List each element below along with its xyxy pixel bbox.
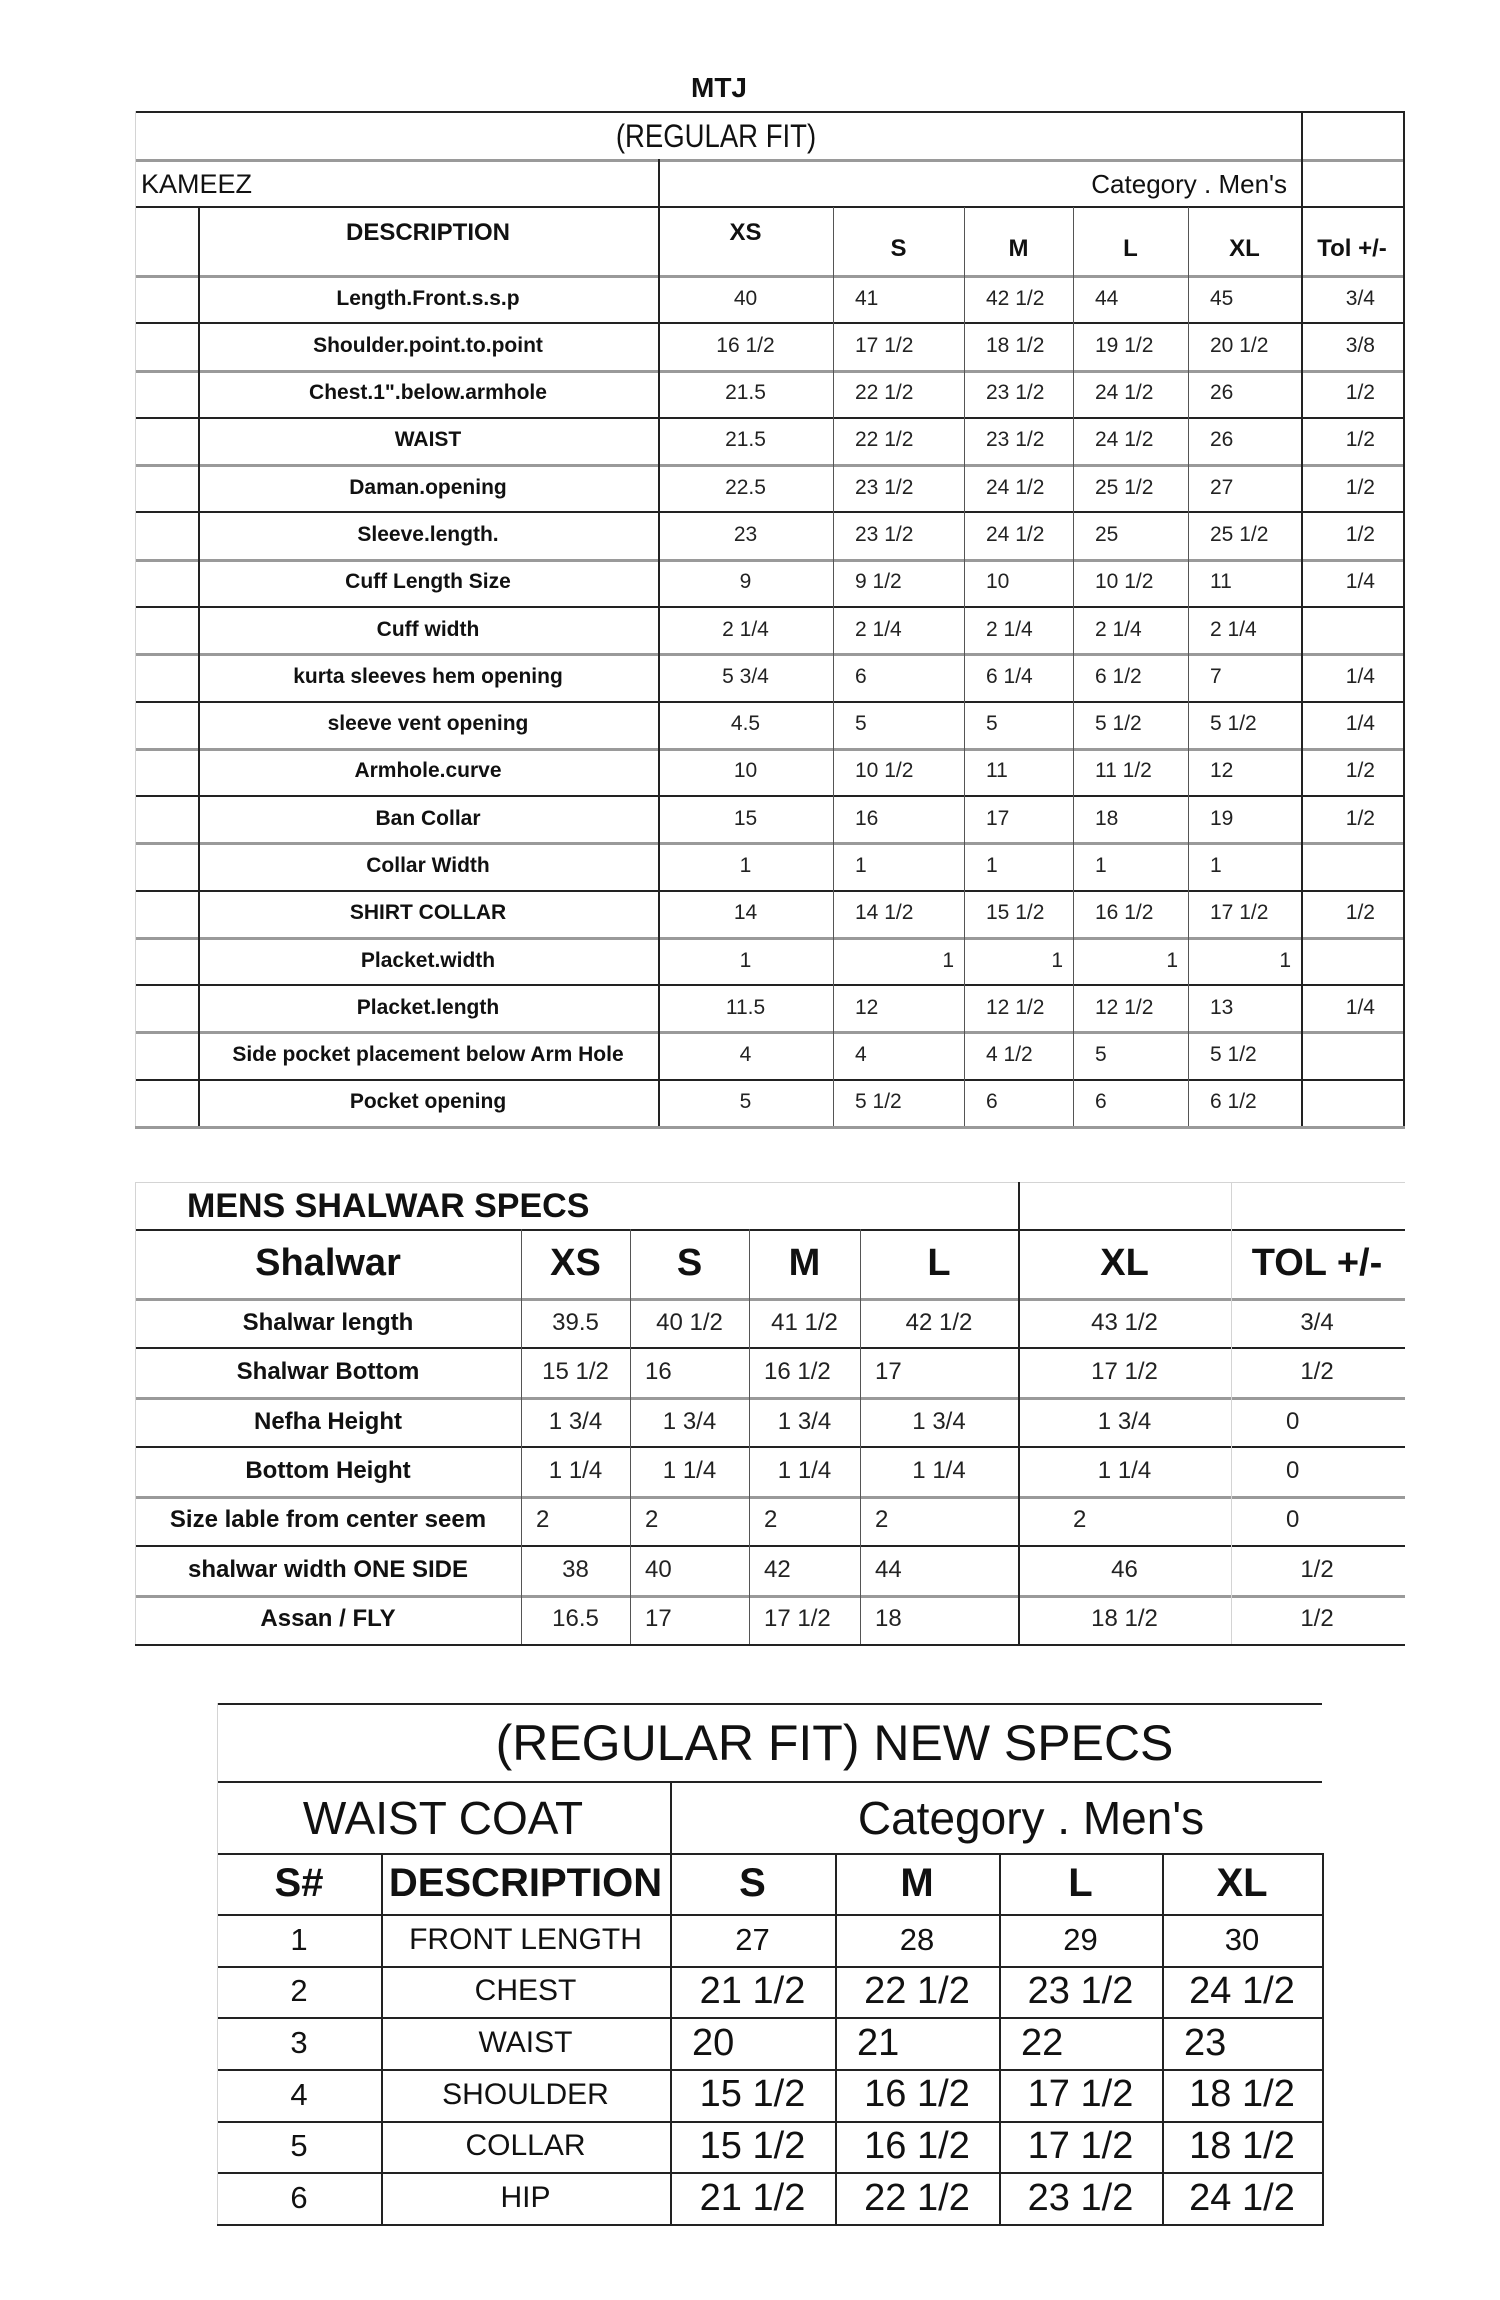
cell-s: 27 bbox=[735, 1921, 770, 1957]
cell-s: 4 bbox=[855, 1043, 867, 1067]
cell-l: 17 1/2 bbox=[1027, 2124, 1134, 2167]
cell-xl: 1 1/4 bbox=[1097, 1456, 1152, 1484]
col-divider bbox=[521, 1229, 522, 1644]
cell-serial-number: 5 bbox=[290, 2128, 308, 2164]
header-xs: XS bbox=[729, 219, 762, 246]
cell-tolerance: 0 bbox=[1286, 1407, 1300, 1435]
cell-s: 40 1/2 bbox=[656, 1308, 723, 1336]
cell-tolerance: 0 bbox=[1286, 1506, 1300, 1534]
cell-s: 17 bbox=[645, 1605, 672, 1633]
header-xl: XL bbox=[1229, 235, 1260, 262]
row-description: Shalwar Bottom bbox=[236, 1358, 420, 1386]
cell-m: 17 bbox=[986, 806, 1010, 830]
cell-tolerance: 1/4 bbox=[1345, 570, 1375, 594]
cell-xl: 19 bbox=[1210, 806, 1234, 830]
cell-xl: 17 1/2 bbox=[1091, 1358, 1158, 1386]
cell-s: 14 1/2 bbox=[855, 901, 914, 925]
cell-xs: 5 bbox=[739, 1090, 752, 1114]
kameez-section-label: KAMEEZ bbox=[141, 168, 253, 199]
cell-m: 2 1/4 bbox=[986, 617, 1033, 641]
cell-tolerance: 1/2 bbox=[1345, 428, 1375, 452]
col-divider bbox=[860, 1229, 861, 1644]
cell-m: 16 1/2 bbox=[864, 2124, 970, 2167]
cell-tolerance: 1/2 bbox=[1345, 901, 1375, 925]
header-xl: XL bbox=[1216, 1861, 1268, 1905]
cell-xs: 2 bbox=[536, 1506, 550, 1534]
waistcoat-section-label: WAIST COAT bbox=[302, 1792, 584, 1844]
cell-m: 6 1/4 bbox=[986, 664, 1033, 688]
header-m: M bbox=[900, 1861, 934, 1905]
cell-l: 6 bbox=[1095, 1090, 1107, 1114]
cell-xl: 18 1/2 bbox=[1091, 1605, 1158, 1633]
cell-s: 15 1/2 bbox=[699, 2073, 806, 2116]
row-description: FRONT LENGTH bbox=[409, 1922, 642, 1956]
cell-s: 5 1/2 bbox=[855, 1090, 902, 1114]
cell-xl: 46 bbox=[1111, 1555, 1138, 1583]
cell-s: 15 1/2 bbox=[699, 2124, 806, 2167]
cell-s: 23 1/2 bbox=[855, 475, 914, 499]
cell-xl: 45 bbox=[1210, 286, 1234, 310]
cell-m: 1 bbox=[986, 853, 998, 877]
cell-l: 17 1/2 bbox=[1027, 2073, 1134, 2116]
row-description: Shalwar length bbox=[242, 1308, 414, 1336]
cell-xl: 6 1/2 bbox=[1210, 1090, 1257, 1114]
cell-l: 1 bbox=[1095, 853, 1107, 877]
cell-l: 1 3/4 bbox=[912, 1407, 966, 1435]
row-description: Side pocket placement below Arm Hole bbox=[232, 1043, 624, 1067]
cell-m: 21 bbox=[857, 2021, 900, 2064]
cell-s: 1 bbox=[855, 853, 867, 877]
cell-xl: 27 bbox=[1210, 475, 1234, 499]
cell-xl: 26 bbox=[1210, 428, 1234, 452]
cell-xl: 2 1/4 bbox=[1210, 617, 1257, 641]
cell-m: 23 1/2 bbox=[986, 428, 1045, 452]
cell-s: 1 3/4 bbox=[662, 1407, 717, 1435]
cell-xs: 4.5 bbox=[730, 712, 761, 736]
cell-m: 42 bbox=[764, 1555, 791, 1583]
cell-tolerance bbox=[1301, 842, 1403, 889]
cell-l: 29 bbox=[1063, 1921, 1098, 1957]
cell-s: 23 1/2 bbox=[855, 523, 914, 546]
cell-l: 12 1/2 bbox=[1095, 995, 1154, 1019]
page-title: MTJ bbox=[691, 72, 747, 103]
cell-s: 6 bbox=[855, 664, 867, 688]
cell-s: 2 1/4 bbox=[855, 617, 902, 641]
row-description: Bottom Height bbox=[245, 1456, 411, 1484]
row-description: Chest.1".below.armhole bbox=[309, 381, 547, 405]
col-divider bbox=[964, 207, 965, 1126]
cell-s: 40 bbox=[645, 1555, 672, 1583]
cell-tolerance: 1/2 bbox=[1300, 1358, 1334, 1386]
header-serial-number: S# bbox=[274, 1861, 324, 1905]
cell-tolerance bbox=[1301, 1031, 1403, 1078]
cell-tolerance bbox=[1301, 606, 1403, 653]
col-divider bbox=[999, 1853, 1001, 2224]
cell-tolerance: 3/8 bbox=[1345, 333, 1375, 357]
cell-xs: 2 1/4 bbox=[722, 617, 769, 641]
cell-s: 21 1/2 bbox=[699, 2176, 806, 2219]
cell-xs: 10 bbox=[733, 759, 758, 783]
header-tolerance: Tol +/- bbox=[1317, 235, 1387, 262]
header-s: S bbox=[739, 1861, 766, 1905]
col-divider bbox=[1073, 207, 1074, 1126]
cell-tolerance: 1/2 bbox=[1345, 475, 1375, 499]
header-s: S bbox=[676, 1242, 703, 1284]
col-divider bbox=[630, 1229, 631, 1644]
cell-l: 18 bbox=[1095, 806, 1119, 830]
cell-m: 5 bbox=[986, 712, 998, 736]
header-l: L bbox=[1123, 235, 1138, 262]
cell-tolerance bbox=[1301, 1079, 1403, 1126]
cell-s: 5 bbox=[855, 712, 867, 736]
col-divider bbox=[381, 1853, 383, 2224]
cell-tolerance: 1/2 bbox=[1345, 381, 1375, 405]
row-description: Armhole.curve bbox=[354, 759, 502, 783]
cell-xs: 21.5 bbox=[725, 381, 766, 405]
cell-xs: 16 1/2 bbox=[716, 333, 775, 357]
header-l: L bbox=[927, 1242, 951, 1284]
cell-m: 4 1/2 bbox=[986, 1043, 1033, 1067]
row-description: Placket.width bbox=[360, 948, 496, 972]
cell-m: 2 bbox=[764, 1506, 778, 1534]
cell-s: 2 bbox=[645, 1506, 659, 1534]
row-description: SHOULDER bbox=[442, 2077, 609, 2111]
cell-xs: 40 bbox=[733, 286, 758, 310]
cell-xs: 1 1/4 bbox=[548, 1456, 603, 1484]
row-description: CHEST bbox=[474, 1974, 577, 2008]
cell-xs: 23 bbox=[733, 523, 758, 546]
cell-tolerance: 1/4 bbox=[1345, 995, 1375, 1019]
cell-xs: 16.5 bbox=[552, 1605, 599, 1633]
col-divider bbox=[749, 1229, 750, 1644]
cell-s: 17 1/2 bbox=[855, 333, 914, 357]
cell-l: 1 bbox=[1166, 948, 1178, 972]
cell-xs: 11.5 bbox=[725, 995, 766, 1019]
cell-xs: 21.5 bbox=[725, 428, 766, 452]
row-description: sleeve vent opening bbox=[327, 712, 529, 736]
col-divider bbox=[835, 1853, 837, 2224]
row-description: Length.Front.s.s.p bbox=[336, 286, 520, 310]
cell-tolerance: 1/2 bbox=[1345, 759, 1375, 783]
cell-s: 16 bbox=[855, 806, 879, 830]
row-description: SHIRT COLLAR bbox=[349, 901, 507, 925]
cell-s: 10 1/2 bbox=[855, 759, 914, 783]
cell-s: 16 bbox=[645, 1358, 672, 1386]
cell-m: 41 1/2 bbox=[771, 1308, 838, 1336]
cell-xs: 1 3/4 bbox=[548, 1407, 603, 1435]
row-description: Sleeve.length. bbox=[357, 523, 499, 546]
waistcoat-right-border bbox=[1322, 1853, 1324, 2224]
cell-s: 1 bbox=[942, 948, 954, 972]
cell-l: 23 1/2 bbox=[1027, 2176, 1134, 2219]
cell-m: 17 1/2 bbox=[764, 1605, 831, 1633]
row-description: Placket.length bbox=[356, 995, 500, 1019]
shalwar-left-border bbox=[135, 1182, 136, 1644]
col-divider bbox=[1188, 207, 1189, 1126]
cell-xl: 24 1/2 bbox=[1189, 1969, 1295, 2012]
cell-l: 17 bbox=[875, 1358, 902, 1386]
row-description: Collar Width bbox=[366, 853, 490, 877]
cell-m: 42 1/2 bbox=[986, 286, 1045, 310]
header-tolerance: TOL +/- bbox=[1251, 1242, 1383, 1284]
cell-s: 22 1/2 bbox=[855, 428, 914, 452]
row-description: Nefha Height bbox=[253, 1407, 402, 1435]
cell-m: 18 1/2 bbox=[986, 333, 1045, 357]
kameez-category-label: Category . Men's bbox=[1091, 168, 1287, 199]
cell-l: 22 bbox=[1021, 2021, 1064, 2064]
cell-tolerance: 1/2 bbox=[1300, 1605, 1334, 1633]
col-divider bbox=[833, 207, 834, 1126]
cell-l: 23 1/2 bbox=[1027, 1969, 1134, 2012]
row-divider bbox=[217, 2224, 1324, 2226]
cell-xs: 1 bbox=[739, 948, 752, 972]
row-description: WAIST bbox=[394, 428, 462, 452]
cell-m: 24 1/2 bbox=[986, 523, 1045, 546]
cell-tolerance bbox=[1301, 937, 1403, 984]
kameez-left-border bbox=[135, 111, 136, 1126]
cell-xl: 11 bbox=[1210, 570, 1232, 594]
cell-l: 19 1/2 bbox=[1095, 333, 1154, 357]
cell-xl: 5 1/2 bbox=[1210, 1043, 1257, 1067]
cell-xs: 9 bbox=[739, 570, 752, 594]
cell-l: 44 bbox=[1095, 286, 1119, 310]
cell-s: 20 bbox=[692, 2021, 735, 2064]
header-xl: XL bbox=[1100, 1242, 1149, 1284]
cell-m: 16 1/2 bbox=[764, 1358, 831, 1386]
row-description: kurta sleeves hem opening bbox=[293, 664, 563, 688]
cell-serial-number: 1 bbox=[290, 1921, 308, 1957]
row-description: COLLAR bbox=[465, 2129, 586, 2163]
cell-l: 24 1/2 bbox=[1095, 381, 1154, 405]
cell-tolerance: 1/4 bbox=[1345, 664, 1375, 688]
cell-m: 1 1/4 bbox=[777, 1456, 832, 1484]
cell-serial-number: 3 bbox=[290, 2025, 308, 2061]
cell-xs: 5 3/4 bbox=[722, 664, 769, 688]
cell-l: 10 1/2 bbox=[1095, 570, 1154, 594]
cell-xl: 43 1/2 bbox=[1091, 1308, 1158, 1336]
row-description: Cuff width bbox=[376, 617, 480, 641]
col-divider bbox=[1162, 1853, 1164, 2224]
cell-xl: 20 1/2 bbox=[1210, 333, 1269, 357]
cell-xl: 30 bbox=[1224, 1921, 1260, 1957]
cell-xl: 5 1/2 bbox=[1210, 712, 1257, 736]
header-l: L bbox=[1068, 1861, 1093, 1905]
cell-xl: 23 bbox=[1184, 2021, 1227, 2064]
row-description: Assan / FLY bbox=[260, 1605, 396, 1633]
cell-tolerance: 1/4 bbox=[1345, 712, 1375, 736]
cell-m: 10 bbox=[986, 570, 1010, 594]
waistcoat-left-border bbox=[217, 1703, 218, 2224]
waistcoat-title: (REGULAR FIT) NEW SPECS bbox=[495, 1715, 1174, 1771]
cell-serial-number: 6 bbox=[290, 2180, 308, 2216]
cell-xl: 2 bbox=[1073, 1506, 1087, 1534]
cell-s: 22 1/2 bbox=[855, 381, 914, 405]
cell-xs: 4 bbox=[739, 1043, 752, 1067]
cell-l: 2 1/4 bbox=[1095, 617, 1142, 641]
cell-xl: 1 3/4 bbox=[1097, 1407, 1152, 1435]
header-description: DESCRIPTION bbox=[345, 219, 510, 246]
cell-m: 28 bbox=[899, 1921, 935, 1957]
cell-serial-number: 2 bbox=[290, 1973, 308, 2009]
cell-l: 24 1/2 bbox=[1095, 428, 1154, 452]
cell-m: 1 bbox=[1051, 948, 1063, 972]
shalwar-title: MENS SHALWAR SPECS bbox=[187, 1186, 590, 1225]
cell-xl: 13 bbox=[1210, 995, 1234, 1019]
cell-l: 11 1/2 bbox=[1095, 759, 1152, 783]
cell-xl: 24 1/2 bbox=[1189, 2176, 1295, 2219]
header-m: M bbox=[788, 1242, 821, 1284]
cell-m: 16 1/2 bbox=[864, 2073, 970, 2116]
cell-xl: 18 1/2 bbox=[1189, 2073, 1295, 2116]
cell-l: 2 bbox=[875, 1506, 889, 1534]
cell-tolerance: 1/2 bbox=[1300, 1555, 1334, 1583]
row-description: WAIST bbox=[478, 2026, 573, 2060]
cell-l: 44 bbox=[875, 1555, 902, 1583]
row-description: Size lable from center seem bbox=[169, 1506, 487, 1534]
header-shalwar: Shalwar bbox=[255, 1242, 401, 1284]
cell-l: 1 1/4 bbox=[912, 1456, 966, 1484]
cell-xs: 14 bbox=[733, 901, 758, 925]
cell-m: 11 bbox=[986, 759, 1008, 783]
cell-xl: 7 bbox=[1210, 664, 1222, 688]
cell-l: 25 bbox=[1095, 523, 1119, 546]
cell-s: 9 1/2 bbox=[855, 570, 902, 594]
row-description: Shoulder.point.to.point bbox=[313, 333, 543, 357]
cell-xl: 1 bbox=[1279, 948, 1291, 972]
col-divider bbox=[670, 1781, 672, 2224]
waistcoat-category-label: Category . Men's bbox=[857, 1792, 1205, 1844]
cell-l: 16 1/2 bbox=[1095, 901, 1154, 925]
header-s: S bbox=[890, 235, 907, 262]
cell-s: 41 bbox=[855, 286, 879, 310]
cell-l: 5 1/2 bbox=[1095, 712, 1142, 736]
cell-m: 1 3/4 bbox=[777, 1407, 832, 1435]
cell-tolerance: 3/4 bbox=[1345, 286, 1375, 310]
cell-l: 25 1/2 bbox=[1095, 475, 1154, 499]
row-divider bbox=[135, 1126, 1405, 1129]
cell-xs: 22.5 bbox=[725, 475, 766, 499]
cell-xs: 15 bbox=[733, 806, 758, 830]
cell-m: 6 bbox=[986, 1090, 998, 1114]
cell-l: 5 bbox=[1095, 1043, 1107, 1067]
row-description: HIP bbox=[500, 2181, 551, 2215]
col-divider bbox=[1018, 1182, 1020, 1644]
col-divider bbox=[1301, 111, 1303, 1126]
cell-s: 1 1/4 bbox=[662, 1456, 717, 1484]
cell-xs: 1 bbox=[739, 853, 752, 877]
row-divider bbox=[135, 1644, 1405, 1646]
row-description: Ban Collar bbox=[375, 806, 481, 830]
row-description: Cuff Length Size bbox=[345, 570, 511, 594]
col-divider bbox=[1231, 1182, 1232, 1644]
row-description: shalwar width ONE SIDE bbox=[187, 1555, 469, 1583]
col-divider bbox=[198, 207, 200, 1126]
header-xs: XS bbox=[550, 1242, 601, 1284]
cell-xl: 1 bbox=[1210, 853, 1222, 877]
kameez-fit-label: (REGULAR FIT) bbox=[615, 117, 817, 154]
cell-xl: 17 1/2 bbox=[1210, 901, 1269, 925]
cell-m: 22 1/2 bbox=[864, 2176, 970, 2219]
cell-m: 24 1/2 bbox=[986, 475, 1045, 499]
cell-tolerance: 1/2 bbox=[1345, 523, 1375, 546]
header-description: DESCRIPTION bbox=[388, 1861, 663, 1905]
cell-l: 18 bbox=[875, 1605, 902, 1633]
cell-tolerance: 3/4 bbox=[1300, 1308, 1334, 1336]
cell-xl: 18 1/2 bbox=[1189, 2124, 1295, 2167]
cell-xl: 12 bbox=[1210, 759, 1234, 783]
cell-m: 22 1/2 bbox=[864, 1969, 970, 2012]
cell-m: 12 1/2 bbox=[986, 995, 1045, 1019]
cell-xs: 15 1/2 bbox=[542, 1358, 609, 1386]
header-m: M bbox=[1008, 235, 1029, 262]
cell-m: 23 1/2 bbox=[986, 381, 1045, 405]
cell-xl: 26 bbox=[1210, 381, 1234, 405]
cell-m: 15 1/2 bbox=[986, 901, 1045, 925]
cell-s: 21 1/2 bbox=[699, 1969, 806, 2012]
cell-xl: 25 1/2 bbox=[1210, 523, 1269, 546]
cell-xs: 39.5 bbox=[552, 1308, 599, 1336]
cell-xs: 38 bbox=[562, 1555, 589, 1583]
cell-serial-number: 4 bbox=[290, 2076, 308, 2112]
cell-l: 42 1/2 bbox=[905, 1308, 973, 1336]
cell-tolerance: 1/2 bbox=[1345, 806, 1375, 830]
cell-tolerance: 0 bbox=[1286, 1456, 1300, 1484]
row-description: Daman.opening bbox=[349, 475, 507, 499]
row-description: Pocket opening bbox=[349, 1090, 507, 1114]
cell-s: 12 bbox=[855, 995, 879, 1019]
col-divider bbox=[658, 159, 660, 1126]
cell-l: 6 1/2 bbox=[1095, 664, 1142, 688]
kameez-right-border bbox=[1403, 111, 1405, 1126]
